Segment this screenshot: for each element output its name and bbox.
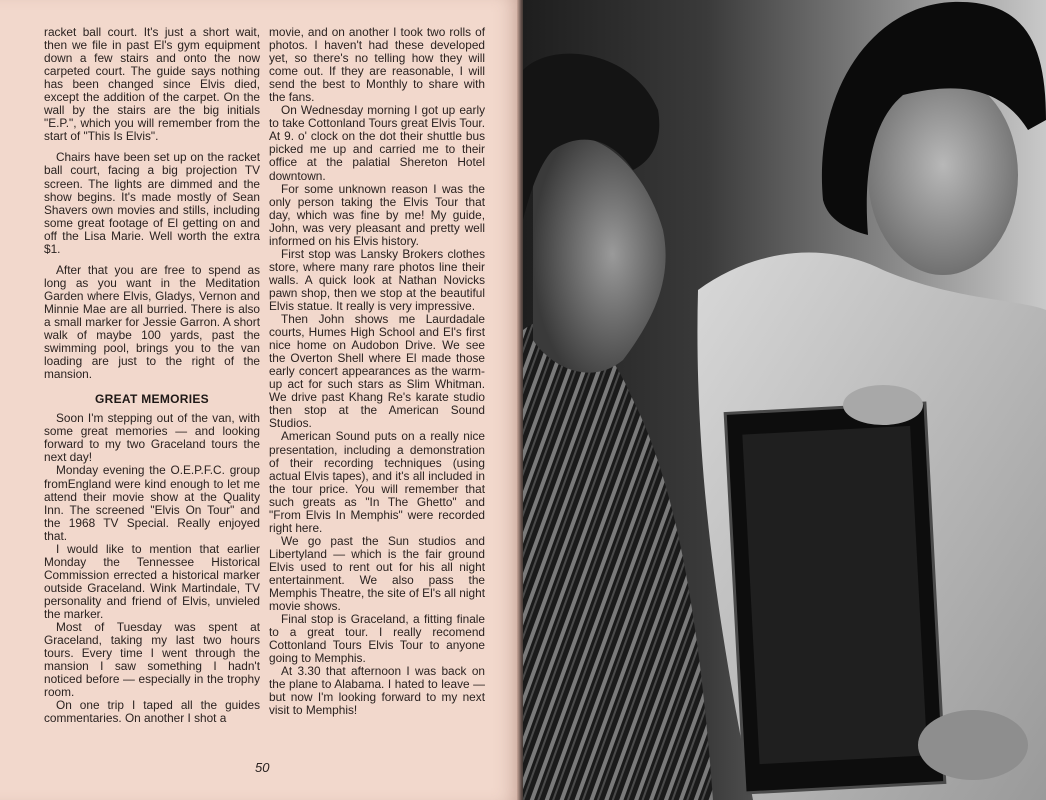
paragraph: Final stop is Graceland, a fitting finale to a great tour. I really recomend Cottonland Tours Elvis Tour to anyone going to Memphis. (269, 612, 485, 666)
paragraph: We go past the Sun studios and Libertyland — which is the fair ground Elvis used to rent out for his all night entertainment. We also pass the Memphis Theatre, the site of El's all night movie shows. (269, 533, 485, 614)
paragraph: On Wednesday morning I got up early to take Cottonland Tours great Elvis Tour. At 9. o' clock on the dot their shuttle bus picked me up and carried me to their office at the palatial Shereton Hotel downtown. (269, 103, 485, 183)
paragraph: At 3.30 that afternoon I was back on the plane to Alabama. I hated to leave — but now I'm looking forward to my next visit to Memphis! (269, 664, 485, 718)
paragraph: racket ball court. It's just a short wait, then we file in past El's gym equipment down a few stairs and onto the now carpeted court. The guide says nothing has been changed since Elvis died, except the addition of the carpet. On the wall by the stairs are the big initials "E.P.", which you will remember from the start of "This Is Elvis". (44, 25, 260, 144)
paragraph: movie, and on another I took two rolls of photos. I haven't had these developed yet, so there's no telling how they will come out. If they are reasonable, I will send the best to Monthly to share with the fans. (269, 25, 485, 105)
section-heading: GREAT MEMORIES (95, 392, 209, 407)
text-column-2 (269, 26, 485, 717)
paragraph: Most of Tuesday was spent at Graceland, taking my last two hours tours. Every time I went through the mansion I saw something I hadn't noticed before — especially in the trophy room. (44, 620, 260, 700)
paragraph: On one trip I taped all the guides commentaries. On another I shot a (44, 698, 260, 726)
paragraph: American Sound puts on a really nice presentation, including a demonstration of their recording techniques (using actual Elvis tapes), and it's all included in the tour price. You will remember that such greats as "In The Ghetto" and "From Elvis In Memphis" were recorded right here. (269, 429, 485, 535)
hand-top (843, 385, 923, 425)
photograph (523, 0, 1046, 800)
paragraph: For some unknown reason I was the only person taking the Elvis Tour that day, which was fine by me! My guide, John, was very pleasant and pretty well informed on his Elvis history. (269, 181, 485, 248)
right-page (523, 0, 1046, 800)
page-number: 50 (255, 760, 270, 775)
plaque-inner (742, 426, 927, 764)
hand-bottom (918, 710, 1028, 780)
paragraph: I would like to mention that earlier Monday the Tennessee Historical Commission errected a historical marker outside Graceland. Wink Martindale, TV personality and friend of Elvis, unvieled the marker. (44, 541, 260, 621)
paragraph: First stop was Lansky Brokers clothes store, where many rare photos line their walls. A quick look at Nathan Novicks pawn shop, then we stop at the beautiful Elvis statue. It really is very impressive. (269, 246, 485, 313)
text-column-1 (44, 26, 260, 725)
paragraph: Soon I'm stepping out of the van, with some great memories — and looking forward to my two Graceland tours the next day! (44, 411, 260, 465)
paragraph: Then John shows me Laurdadale courts, Humes High School and El's first nice home on Audobon Drive. We see the Overton Shell where El made those early concert appearances as the warm-up act for such stars as Slim Whitman. We drive past Khang Re's karate studio then stop at the American Sound Studios. (269, 312, 485, 431)
left-page (0, 0, 521, 800)
paragraph: Chairs have been set up on the racket ball court, facing a big projection TV screen. The lights are dimmed and the show begins. It's made mostly of Sean Shavers own movies and stills, including some great footage of El getting on and off the Lisa Marie. Well worth the extra $1. (44, 150, 260, 256)
paragraph: Monday evening the O.E.P.F.C. group fromEngland were kind enough to let me attend their movie show at the Quality Inn. The screened "Elvis On Tour" and the 1968 TV Special. Really enjoyed that. (44, 463, 260, 543)
paragraph: After that you are free to spend as long as you want in the Meditation Garden where Elvis, Gladys, Vernon and Minnie Mae are all burried. There is also a small marker for Jessie Garron. A short walk of maybe 100 yards, past the swimming pool, brings you to the van loading are just to the right of the mansion. (44, 262, 260, 382)
